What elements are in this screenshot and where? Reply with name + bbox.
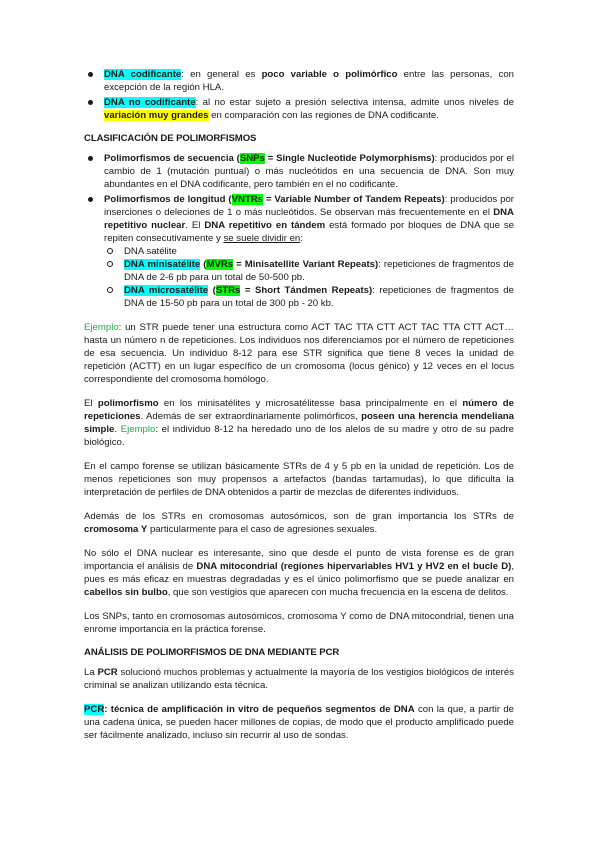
paragraph-pcr-definicion: PCR: técnica de amplificación in vitro de pequeños segmentos de DNA con la que, a partir de una cadena única, se pueden hacer millones de copias, de modo que el producto amplificado puede ser fácilmente analizado, incluso sin recurrir al uso de sondas. [84, 704, 515, 741]
list-item-dna-codificante: DNA codificante: en general es poco variable o polimórfico entre las personas, con excepción de la región HLA. [84, 68, 514, 94]
abbr-strs: STRs [215, 285, 241, 296]
paragraph-campo-forense: En el campo forense se utilizan básicamente STRs de 4 y 5 pb en la unidad de repetición. Los de menos repeticiones son muy propensos a artefactos (bandas tartamudas), lo que dificulta la interpretación de perfiles de DNA obtenidos a partir de mezclas de diferentes individuos. [84, 461, 514, 498]
sub-list-dna-repetitivo [104, 245, 514, 310]
heading-clasificacion: CLASIFICACIÓN DE POLIMORFISMOS [84, 133, 257, 144]
term-dna-codificante: DNA codificante [104, 69, 182, 80]
term-dna-no-codificante: DNA no codificante [104, 97, 196, 108]
term-dna-microsatelite: DNA microsatélite [124, 285, 209, 296]
list-item-dna-no-codificante: DNA no codificante: al no estar sujeto a presión selectiva intensa, admite unos niveles de variación muy grandes en comparación con las regiones de DNA codificante. [84, 96, 514, 122]
label-ejemplo-2: Ejemplo [120, 424, 156, 435]
paragraph-ejemplo-str: Ejemplo: un STR puede tener una estructura como ACT TAC TTA CTT ACT TAC TTA CTT ACT… hasta un número n de repeticiones. Los individuos nos diferenciamos por el número de repeticiones de esa secuencia. Un individuo 8-12 para ese STR significa que tiene 8 veces la unidad de repetición (ACTT) en un lugar específico de un cromosoma (locus génico) y 12 veces en el locus correspondiente del cromosoma homólogo. [84, 322, 514, 385]
label-ejemplo: Ejemplo [84, 322, 119, 333]
paragraph-polimorfismo: El polimorfismo en los minisatélites y microsatélitesse basa principalmente en el número de repeticiones. Además de ser extraordinariamente polimórficos, poseen una herencia mendeliana simple. Ejemplo: el individuo 8-12 ha heredado uno de los alelos de su madre y otro de su padre biológico. [84, 398, 514, 448]
list-item-polimorfismos-secuencia: Polimorfismos de secuencia (SNPs = Single Nucleotide Polymorphisms): producidos por el cambio de 1 (mutación puntual) o más nucleótidos en una secuencia de DNA. Son muy abundantes en el DNA codificante, pero también en el no codificante. [84, 152, 514, 191]
list-item-polimorfismos-longitud: Polimorfismos de longitud (VNTRs = Variable Number of Tandem Repeats): producidos por inserciones o deleciones de 1 o más nucleótidos. Se observan más frecuentemente en el DNA repetitivo nuclear. El DNA repetitivo en tándem está formado por bloques de DNA que se repiten consecutivamente y se suele dividir en: DNA satélite DNA minisatélite (MVRs = Minisatellite Variant Repeats): repeticiones de fragmentos de DNA de 2-6 pb para un total de 50-500 pb. DNA microsatélite (STRs = Short Tándmen Repeats): repeticiones de fragmentos de DNA de 15-50 pb para un total de 300 pb - 20 kb. [84, 193, 514, 310]
term-dna-minisatelite: DNA minisatélite [124, 259, 201, 270]
sub-item-dna-microsatelite: DNA microsatélite (STRs = Short Tándmen Repeats): repeticiones de fragmentos de DNA de 15-50 pb para un total de 300 pb - 20 kb. [104, 284, 514, 310]
document-body [84, 68, 514, 742]
paragraph-snps: Los SNPs, tanto en cromosomas autosómicos, cromosoma Y como de DNA mitocondrial, tienen una enrome importancia en la práctica forense. [84, 611, 514, 635]
term-pcr: PCR [84, 704, 105, 715]
abbr-vntrs: VNTRs [231, 194, 264, 205]
sub-item-dna-minisatelite: DNA minisatélite (MVRs = Minisatellite Variant Repeats): repeticiones de fragmentos de DNA de 2-6 pb para un total de 50-500 pb. [104, 258, 514, 284]
paragraph-dna-mitocondrial: No sólo el DNA nuclear es interesante, sino que desde el punto de vista forense es de gran importancia el análisis de DNA mitocondrial (regiones hipervariables HV1 y HV2 en el bucle D), pues es más eficaz en muestras degradadas y es el único polimorfismo que se puede analizar en cabellos sin bulbo, que son vestigios que aparecen con mucha frecuencia en la escena de delitos. [84, 548, 514, 598]
bullet-list-clasificacion [84, 152, 514, 310]
highlight-variacion: variación muy grandes [104, 110, 209, 121]
sub-item-dna-satelite: DNA satélite [104, 245, 514, 258]
abbr-mvrs: MVRs [206, 259, 234, 270]
heading-analisis-pcr: ANÁLISIS DE POLIMORFISMOS DE DNA MEDIANTE PCR [84, 647, 340, 658]
paragraph-pcr-intro: La PCR solucionó muchos problemas y actualmente la mayoría de los vestigios biológicos de interés criminal se analizan utilizando esta técnica. [84, 667, 514, 691]
bullet-list-dna-types [84, 68, 514, 122]
abbr-snps: SNPs [239, 153, 265, 164]
paragraph-cromosoma-y: Además de los STRs en cromosomas autosómicos, son de gran importancia los STRs de cromosoma Y particularmente para el caso de agresiones sexuales. [84, 511, 514, 535]
